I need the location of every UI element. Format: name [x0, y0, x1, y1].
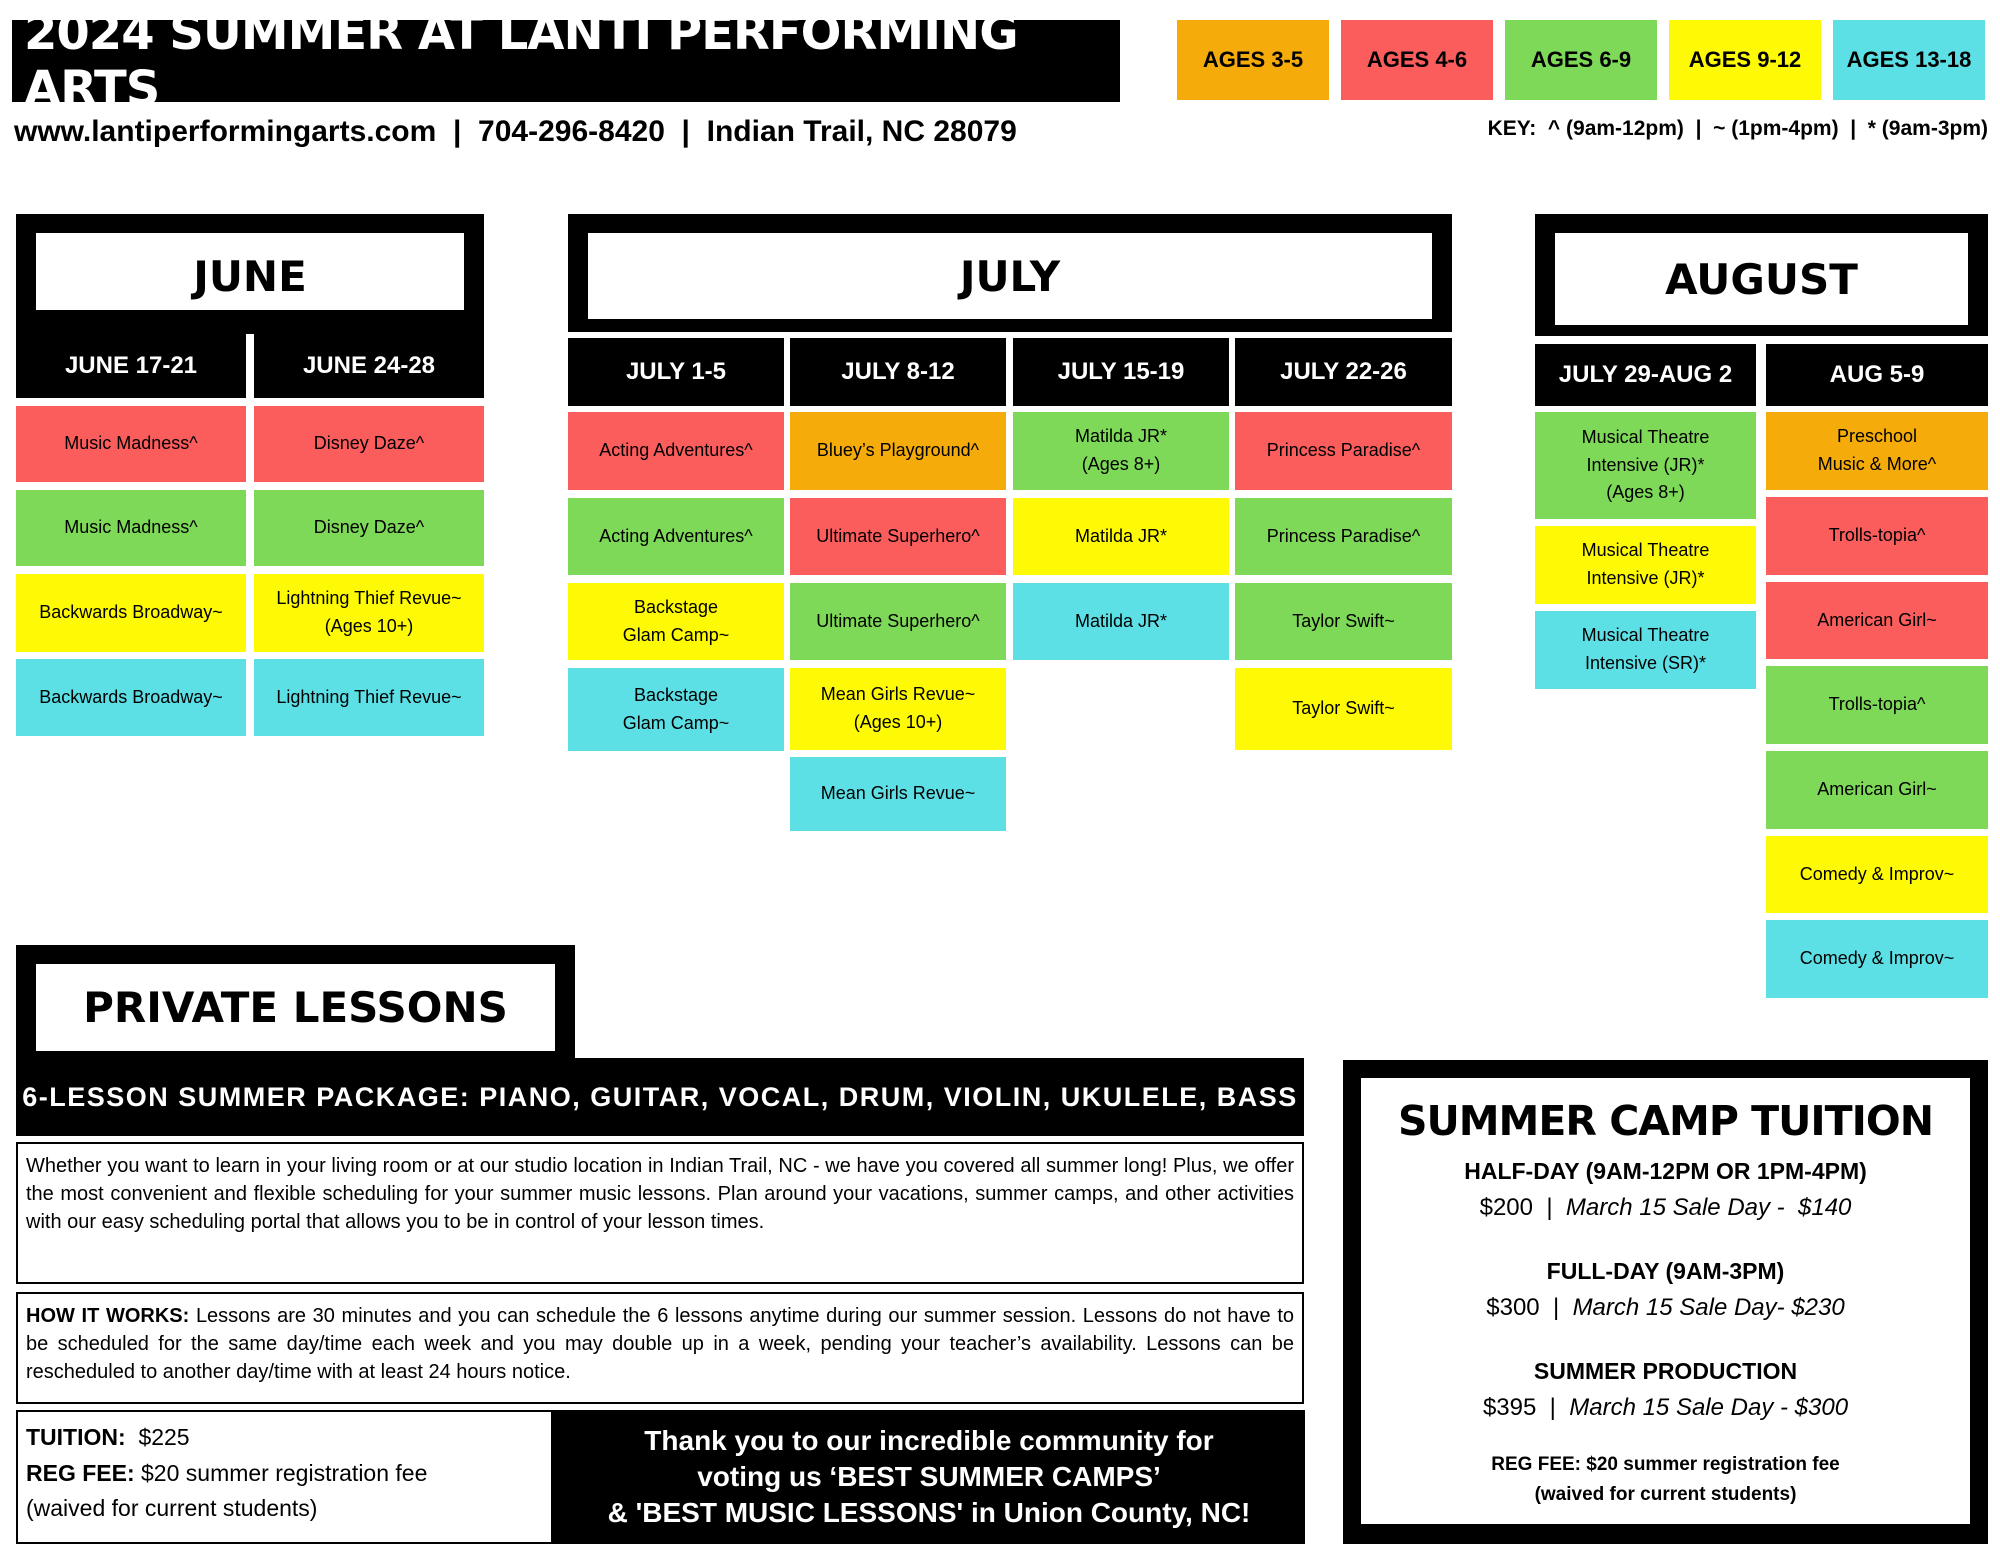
- lesson-reg-fee-note: (waived for current students): [26, 1495, 318, 1522]
- website-link[interactable]: www.lantiperformingarts.com: [14, 115, 437, 148]
- camp-cell[interactable]: [1013, 412, 1229, 490]
- key-label: KEY:: [1487, 117, 1537, 140]
- camp-cell[interactable]: [1235, 668, 1452, 750]
- camp-name: Acting Adventures^: [599, 440, 753, 461]
- camp-name: Princess Paradise^: [1266, 440, 1421, 461]
- camp-name: Intensive (JR)*: [1586, 568, 1705, 588]
- camp-cell[interactable]: [1535, 412, 1756, 519]
- half-day-price: $200 | March 15 Sale Day - $140: [1479, 1194, 1852, 1221]
- camp-name: Musical Theatre: [1581, 426, 1710, 447]
- camp-name: Intensive (JR)*: [1586, 454, 1705, 475]
- week-header-july-1-5: JULY 1-5: [568, 338, 784, 406]
- camp-name: Lightning Thief Revue~: [276, 588, 462, 609]
- lesson-reg-fee-value: $20 summer registration fee: [141, 1459, 428, 1486]
- camp-name: Acting Adventures^: [599, 525, 753, 546]
- camp-name: Matilda JR*: [1074, 610, 1168, 631]
- camp-name: Taylor Swift~: [1292, 610, 1395, 631]
- camp-cell[interactable]: [1766, 666, 1988, 744]
- camp-age-note: (Ages 8+): [1081, 454, 1161, 474]
- age-legend-13-18: AGES 13-18: [1833, 20, 1985, 100]
- camp-cell[interactable]: [568, 668, 784, 751]
- camp-cell[interactable]: [790, 412, 1006, 490]
- camp-cell[interactable]: [16, 659, 246, 736]
- camp-age-note: (Ages 10+): [853, 712, 943, 732]
- tuition-panel: [1361, 1078, 1970, 1524]
- lesson-tuition-value: $225: [138, 1424, 190, 1450]
- thank-you-line: Thank you to our incredible community for: [644, 1425, 1214, 1457]
- camp-name: Mean Girls Revue~: [820, 783, 976, 804]
- age-legend-4-6: AGES 4-6: [1341, 20, 1493, 100]
- time-key: [1390, 114, 1988, 144]
- lesson-reg-fee-label: REG FEE:: [26, 1459, 135, 1486]
- key-half-day-am: ^ (9am-12pm): [1547, 117, 1684, 140]
- tuition-title: SUMMER CAMP TUITION: [1397, 1097, 1934, 1145]
- camp-cell[interactable]: [16, 490, 246, 566]
- camp-cell[interactable]: [790, 498, 1006, 575]
- camp-cell[interactable]: [1235, 583, 1452, 660]
- production-sale-price: March 15 Sale Day - $300: [1569, 1394, 1849, 1421]
- week-header-june-17-21: JUNE 17-21: [16, 334, 246, 398]
- week-header-aug-5-9: AUG 5-9: [1766, 344, 1988, 406]
- month-title-june: JUNE: [36, 233, 464, 319]
- camp-name: Ultimate Superhero^: [816, 610, 980, 631]
- camp-cell[interactable]: [568, 583, 784, 660]
- month-title-july: JULY: [588, 233, 1432, 319]
- camp-name: Music Madness^: [64, 433, 198, 454]
- lesson-tuition-label: TUITION:: [26, 1424, 126, 1450]
- how-it-works-text: Lessons are 30 minutes and you can schedule the 6 lessons anytime during our summer session. Lessons do not have to be scheduled for the same day/time each week and you may double up in a week, pending your teacher’s availability. Lessons can be rescheduled to another day/time with at least 24 hours notice.: [26, 1305, 1294, 1383]
- thank-you-line: voting us ‘BEST SUMMER CAMPS’: [697, 1461, 1161, 1493]
- camp-name: Matilda JR*: [1074, 525, 1168, 546]
- camp-name: Trolls-topia^: [1828, 694, 1926, 715]
- week-header-july-29-aug-2: JULY 29-AUG 2: [1535, 344, 1756, 406]
- camp-cell[interactable]: [1766, 412, 1988, 490]
- phone-number[interactable]: 704-296-8420: [478, 115, 665, 148]
- camp-name: Music Madness^: [64, 517, 198, 538]
- camp-name: Music & More^: [1817, 454, 1937, 474]
- separator: |: [452, 115, 462, 148]
- camp-cell[interactable]: [1013, 583, 1229, 660]
- key-full-day: * (9am-3pm): [1867, 117, 1988, 140]
- camp-name: Matilda JR*: [1074, 426, 1168, 447]
- week-header-july-22-26: JULY 22-26: [1235, 338, 1452, 406]
- camp-name: Backstage: [633, 596, 719, 617]
- camp-name: Princess Paradise^: [1266, 525, 1421, 546]
- thank-you-banner: [553, 1410, 1305, 1544]
- week-header-july-8-12: JULY 8-12: [790, 338, 1006, 406]
- camp-cell[interactable]: [790, 668, 1006, 750]
- age-legend-6-9: AGES 6-9: [1505, 20, 1657, 100]
- full-day-heading: FULL-DAY (9AM-3PM): [1546, 1257, 1785, 1284]
- camp-cell[interactable]: [1535, 611, 1756, 689]
- camp-cell[interactable]: [1766, 751, 1988, 829]
- lessons-intro-text: Whether you want to learn in your living room or at our studio location in Indian Trail, NC - we have you covered all summer long! Plus, we offer the most convenient and flexible scheduling for your summer music lessons. Plan around your vacations, summer camps, and other activities with our easy scheduling portal that allows you to be in control of your lesson times.: [26, 1155, 1294, 1233]
- camp-name: Backwards Broadway~: [39, 602, 223, 623]
- camp-name: Disney Daze^: [313, 517, 425, 538]
- key-half-day-pm: ~ (1pm-4pm): [1713, 117, 1839, 140]
- production-regular-price: $395: [1482, 1394, 1537, 1421]
- camp-cell[interactable]: [790, 583, 1006, 660]
- separator: |: [1850, 117, 1857, 140]
- camp-name: Mean Girls Revue~: [820, 684, 976, 705]
- private-lessons-title: PRIVATE LESSONS: [36, 964, 555, 1051]
- week-header-july-15-19: JULY 15-19: [1013, 338, 1229, 406]
- camp-name: Musical Theatre: [1581, 625, 1710, 646]
- full-day-regular-price: $300: [1486, 1294, 1540, 1321]
- camp-name: Intensive (SR)*: [1584, 653, 1707, 673]
- camp-name: Glam Camp~: [622, 624, 730, 645]
- camp-name: Glam Camp~: [622, 712, 730, 733]
- half-day-regular-price: $200: [1479, 1194, 1533, 1221]
- camp-name: American Girl~: [1817, 609, 1937, 630]
- camp-name: Musical Theatre: [1581, 540, 1710, 561]
- camp-cell[interactable]: [16, 406, 246, 482]
- camp-cell[interactable]: [1235, 412, 1452, 490]
- lessons-intro: [16, 1142, 1304, 1284]
- camp-name: Disney Daze^: [313, 433, 425, 454]
- camp-name: Bluey’s Playground^: [816, 440, 980, 461]
- tuition-reg-fee-note: (waived for current students): [1534, 1484, 1797, 1505]
- age-legend-3-5: AGES 3-5: [1177, 20, 1329, 100]
- thank-you-line: & 'BEST MUSIC LESSONS' in Union County, NC!: [607, 1496, 1251, 1528]
- age-legend-9-12: AGES 9-12: [1669, 20, 1821, 100]
- camp-cell[interactable]: [1235, 498, 1452, 575]
- full-day-sale-price: March 15 Sale Day- $230: [1572, 1294, 1845, 1321]
- camp-cell[interactable]: [1766, 582, 1988, 659]
- camp-cell[interactable]: [1766, 836, 1988, 913]
- camp-name: Lightning Thief Revue~: [276, 686, 462, 707]
- camp-age-note: (Ages 8+): [1606, 482, 1685, 503]
- contact-line: [14, 112, 1134, 152]
- production-heading: SUMMER PRODUCTION: [1533, 1357, 1798, 1384]
- camp-cell[interactable]: [790, 757, 1006, 831]
- camp-cell[interactable]: [254, 659, 484, 736]
- page-title: 2024 SUMMER AT LANTI PERFORMING ARTS: [12, 20, 1120, 102]
- camp-name: Ultimate Superhero^: [816, 525, 980, 546]
- location: Indian Trail, NC 28079: [706, 115, 1017, 148]
- camp-name: Comedy & Improv~: [1799, 863, 1955, 884]
- camp-cell[interactable]: [254, 406, 484, 482]
- separator: |: [681, 115, 690, 148]
- full-day-price: $300 | March 15 Sale Day- $230: [1486, 1294, 1845, 1321]
- camp-name: Preschool: [1836, 426, 1918, 447]
- how-it-works-label: HOW IT WORKS:: [26, 1305, 190, 1327]
- camp-name: Backstage: [633, 684, 719, 705]
- camp-name: Backwards Broadway~: [39, 686, 223, 707]
- lesson-tuition-box: [16, 1410, 553, 1544]
- half-day-heading: HALF-DAY (9AM-12PM OR 1PM-4PM): [1464, 1157, 1867, 1184]
- camp-cell[interactable]: [1766, 920, 1988, 998]
- camp-name: Comedy & Improv~: [1799, 948, 1955, 969]
- half-day-sale-price: March 15 Sale Day - $140: [1565, 1194, 1852, 1221]
- camp-cell[interactable]: [1535, 526, 1756, 604]
- tuition-reg-fee: REG FEE: $20 summer registration fee: [1491, 1454, 1840, 1475]
- camp-cell[interactable]: [254, 574, 484, 652]
- how-it-works: [16, 1292, 1304, 1404]
- camp-cell[interactable]: [254, 490, 484, 566]
- camp-age-note: (Ages 10+): [324, 616, 414, 636]
- camp-cell[interactable]: [568, 412, 784, 490]
- camp-cell[interactable]: [1766, 497, 1988, 575]
- separator: |: [1695, 117, 1702, 140]
- camp-name: Taylor Swift~: [1292, 698, 1395, 719]
- lesson-package-banner: 6-LESSON SUMMER PACKAGE: PIANO, GUITAR, VOCAL, DRUM, VIOLIN, UKULELE, BASS: [16, 1058, 1304, 1136]
- camp-cell[interactable]: [16, 574, 246, 652]
- production-price: $395 | March 15 Sale Day - $300: [1482, 1394, 1849, 1421]
- camp-cell[interactable]: [568, 498, 784, 575]
- week-header-june-24-28: JUNE 24-28: [254, 334, 484, 398]
- camp-cell[interactable]: [1013, 498, 1229, 575]
- camp-name: Trolls-topia^: [1828, 525, 1926, 546]
- month-title-august: AUGUST: [1555, 233, 1968, 325]
- camp-name: American Girl~: [1817, 779, 1937, 800]
- june-frame-lower: [16, 310, 484, 334]
